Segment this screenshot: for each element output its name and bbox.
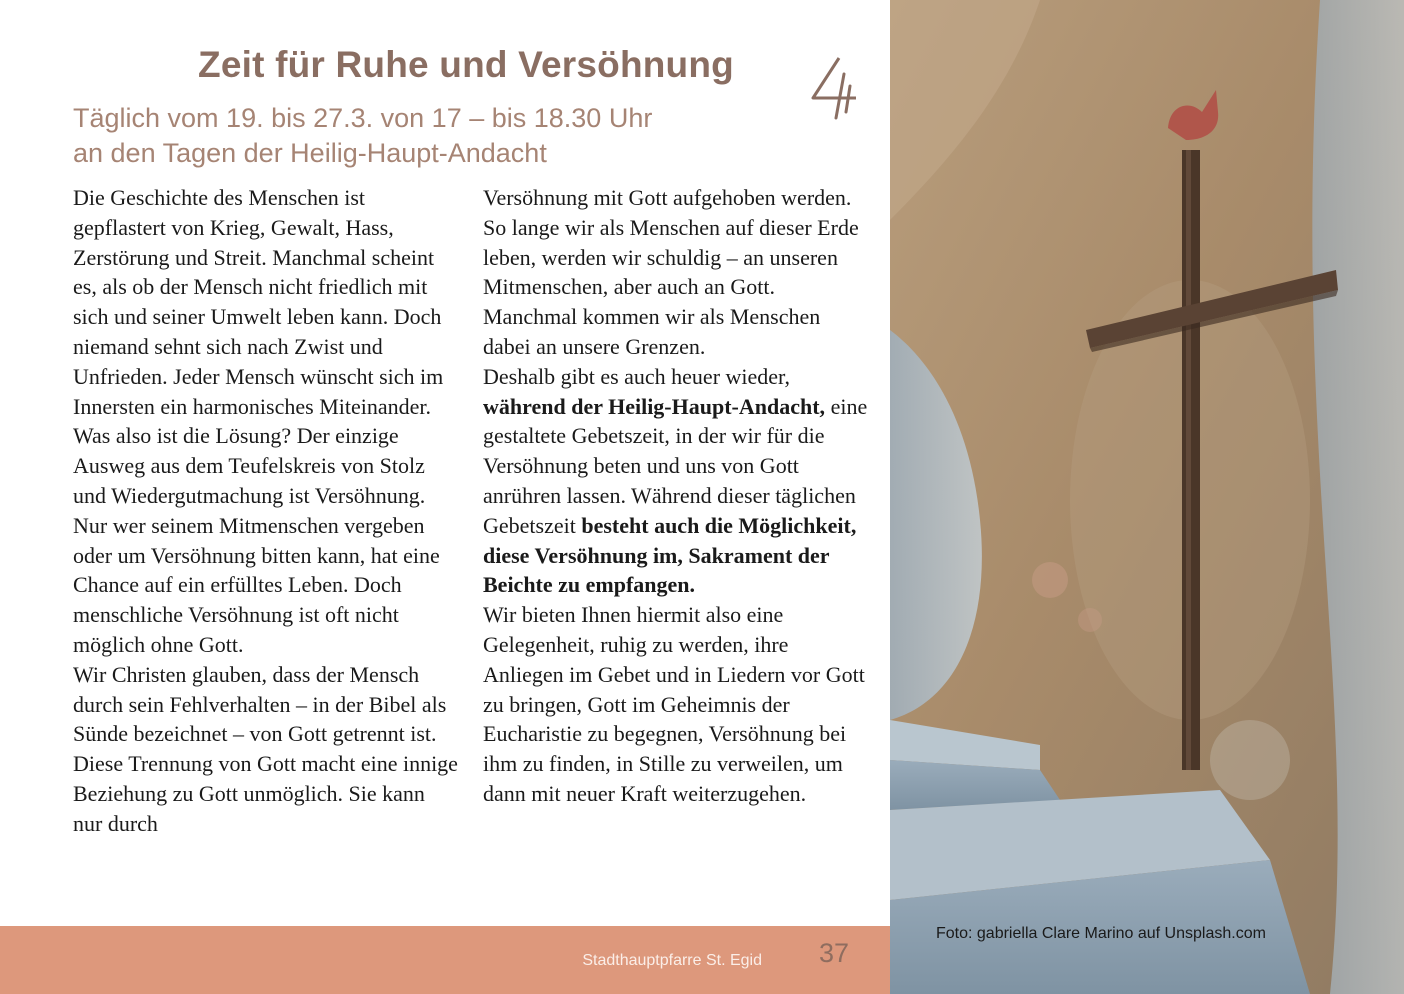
photo-credit: Foto: gabriella Clare Marino auf Unsplash.com xyxy=(936,925,1266,942)
text-run: Deshalb gibt es auch heuer wieder, xyxy=(483,363,791,389)
text-column-right xyxy=(483,183,868,809)
text-run: eine gestaltete Gebetszeit, in der wir für die Versöhnung beten und uns von Gott anrühren lassen. Während dieser täglichen Gebetszeit xyxy=(483,393,868,538)
paragraph: Was also ist die Lösung? Der einzige Ausweg aus dem Teufelskreis von Stolz und Wiedergutmachung ist Versöhnung. Nur wer seinem Mitmenschen vergeben oder um Versöhnung bitten kann, hat eine Chance auf ein erfülltes Leben. Doch menschliche Versöhnung ist oft nicht möglich ohne Gott. xyxy=(73,423,440,657)
paragraph: Wir bieten Ihnen hiermit also eine Gelegenheit, ruhig zu werden, ihre Anliegen im Gebet und in Liedern vor Gott zu bringen, Gott im Geheimnis der Eucharistie zu begegnen, Versöhnung bei ihm zu finden, in Stille zu verweilen, um dann mit neuer Kraft weiterzugehen. xyxy=(483,602,865,806)
text-column-left xyxy=(73,183,458,839)
bold-text-run: während der Heilig-Haupt-Andacht, xyxy=(483,393,826,419)
paragraph xyxy=(483,362,868,600)
footer-band xyxy=(0,926,890,994)
bold-text-run: besteht auch die Möglichkeit, diese Versöhnung im, Sakrament der Beichte zu empfangen. xyxy=(483,512,857,598)
page-subtitle xyxy=(73,101,652,171)
paragraph: Versöhnung mit Gott aufgehoben werden. So lange wir als Menschen auf dieser Erde leben, werden wir schuldig – an unseren Mitmenschen, aber auch an Gott. Manchmal kommen wir als Menschen dabei an unsere Grenzen. xyxy=(483,185,859,359)
page-number: 37 xyxy=(819,938,850,968)
footer-label: Stadthauptpfarre St. Egid xyxy=(582,952,762,969)
section-number-four-icon xyxy=(806,52,866,124)
cross-photo xyxy=(890,0,1404,994)
paragraph: Die Geschichte des Menschen ist gepflastert von Krieg, Gewalt, Hass, Zerstörung und Streit. Manchmal scheint es, als ob der Mensch nicht friedlich mit sich und seiner Umwelt leben kann. Doch niemand sehnt sich nach Zwist und Unfrieden. Jeder Mensch wünscht sich im Innersten ein harmonisches Miteinander. xyxy=(73,185,444,419)
subtitle-line: Täglich vom 19. bis 27.3. von 17 – bis 18.30 Uhr xyxy=(73,103,653,133)
paragraph: Wir Christen glauben, dass der Mensch durch sein Fehlverhalten – in der Bibel als Sünde bezeichnet – von Gott getrennt ist. Diese Trennung von Gott macht eine innige Beziehung zu Gott unmöglich. Sie kann nur durch xyxy=(73,661,458,836)
subtitle-line: an den Tagen der Heilig-Haupt-Andacht xyxy=(73,138,547,168)
cross-photo-illustration xyxy=(890,0,1404,994)
page-title: Zeit für Ruhe und Versöhnung xyxy=(198,44,734,85)
